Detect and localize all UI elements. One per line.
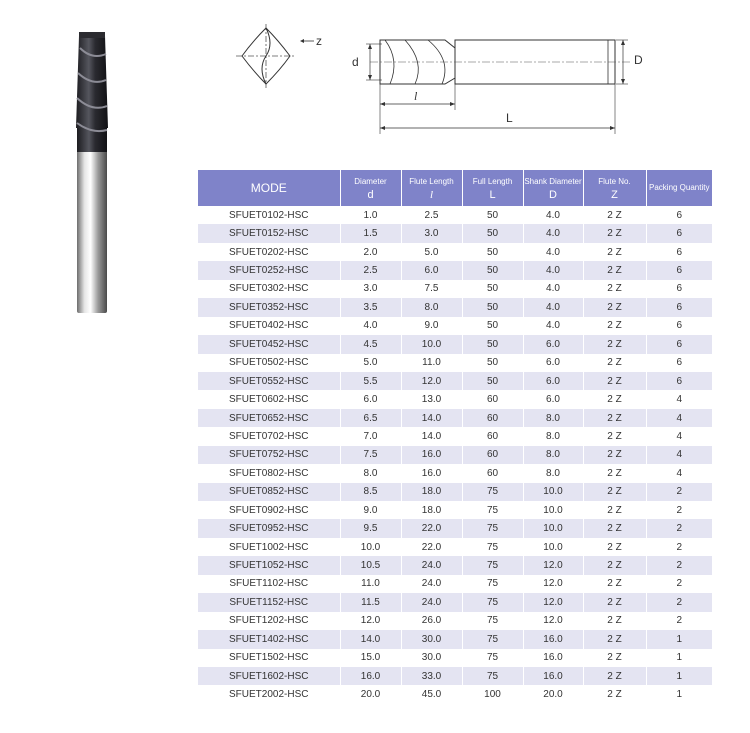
cell-diameter: 15.0 bbox=[340, 649, 401, 667]
cell-full-length: 75 bbox=[462, 575, 523, 593]
cell-flute-length: 33.0 bbox=[401, 667, 462, 685]
cell-diameter: 2.0 bbox=[340, 243, 401, 261]
cell-diameter: 10.5 bbox=[340, 556, 401, 574]
cell-diameter: 5.5 bbox=[340, 372, 401, 390]
cell-packing-quantity: 6 bbox=[676, 246, 683, 258]
cell-flute-length: 18.0 bbox=[401, 483, 462, 501]
cell-packing-quantity: 2 bbox=[646, 556, 712, 574]
cell-full-length: 60 bbox=[462, 464, 523, 482]
header-flute-no: Flute No. Z bbox=[583, 170, 646, 206]
table-row bbox=[198, 612, 712, 630]
cell-flute-no: 2 Z bbox=[583, 298, 646, 316]
cell-flute-no: 2 Z bbox=[583, 575, 646, 593]
cell-mode: SFUET1402-HSC bbox=[198, 630, 340, 648]
end-view-diagram bbox=[228, 14, 328, 94]
cell-mode: SFUET2002-HSC bbox=[198, 685, 340, 703]
cell-diameter: 7.0 bbox=[340, 427, 401, 445]
table-row bbox=[198, 372, 712, 390]
table-row bbox=[198, 593, 712, 611]
cell-packing-quantity: 6 bbox=[676, 320, 683, 332]
cell-full-length: 75 bbox=[462, 593, 523, 611]
cell-flute-no: 2 Z bbox=[583, 501, 646, 519]
cell-diameter: 6.0 bbox=[340, 390, 401, 408]
cell-flute-length: 14.0 bbox=[401, 427, 462, 445]
cell-full-length: 75 bbox=[462, 630, 523, 648]
cell-flute-no: 2 Z bbox=[583, 427, 646, 445]
cell-mode: SFUET0502-HSC bbox=[198, 354, 340, 372]
table-row bbox=[198, 280, 712, 298]
cell-flute-no: 2 Z bbox=[583, 483, 646, 501]
cell-shank-diameter: 8.0 bbox=[523, 464, 583, 482]
cell-mode: SFUET0902-HSC bbox=[198, 501, 340, 519]
cell-flute-length: 30.0 bbox=[401, 649, 462, 667]
cell-shank-diameter: 4.0 bbox=[523, 243, 583, 261]
cell-mode: SFUET0202-HSC bbox=[198, 243, 340, 261]
cell-shank-diameter: 6.0 bbox=[523, 390, 583, 408]
cell-packing-quantity: 6 bbox=[676, 209, 683, 221]
table-row bbox=[198, 409, 712, 427]
cell-full-length: 60 bbox=[462, 390, 523, 408]
cell-full-length: 50 bbox=[462, 243, 523, 261]
cell-full-length: 50 bbox=[462, 372, 523, 390]
cell-mode: SFUET0602-HSC bbox=[198, 390, 340, 408]
cell-flute-length: 22.0 bbox=[401, 538, 462, 556]
table-row bbox=[198, 464, 712, 482]
cell-packing-quantity: 4 bbox=[676, 394, 683, 406]
cell-full-length: 50 bbox=[462, 317, 523, 335]
cell-full-length: 75 bbox=[462, 667, 523, 685]
cell-mode: SFUET1052-HSC bbox=[198, 556, 340, 574]
cell-flute-no: 2 Z bbox=[583, 243, 646, 261]
cell-flute-length: 11.0 bbox=[401, 354, 462, 372]
cell-shank-diameter: 10.0 bbox=[523, 483, 583, 501]
cell-shank-diameter: 12.0 bbox=[523, 612, 583, 630]
cell-full-length: 60 bbox=[462, 409, 523, 427]
cell-shank-diameter: 8.0 bbox=[523, 409, 583, 427]
cell-mode: SFUET0102-HSC bbox=[198, 206, 340, 224]
cell-diameter: 14.0 bbox=[340, 630, 401, 648]
header-packing-quantity: Packing Quantity bbox=[646, 170, 712, 206]
cell-flute-length: 2.5 bbox=[401, 206, 462, 224]
cell-diameter: 1.5 bbox=[340, 224, 401, 242]
spec-table bbox=[198, 170, 712, 704]
cell-packing-quantity: 2 bbox=[676, 578, 683, 590]
cell-flute-length: 10.0 bbox=[401, 335, 462, 353]
cell-flute-length: 12.0 bbox=[401, 372, 462, 390]
cell-full-length: 75 bbox=[462, 501, 523, 519]
table-row bbox=[198, 575, 712, 593]
cell-full-length: 75 bbox=[462, 538, 523, 556]
table-row bbox=[198, 427, 712, 445]
table-row bbox=[198, 630, 712, 648]
cell-diameter: 11.5 bbox=[340, 593, 401, 611]
cell-flute-length: 5.0 bbox=[401, 243, 462, 261]
cell-diameter: 11.0 bbox=[340, 575, 401, 593]
cell-diameter: 12.0 bbox=[340, 612, 401, 630]
cell-diameter: 4.5 bbox=[340, 335, 401, 353]
cell-full-length: 60 bbox=[462, 446, 523, 464]
table-row bbox=[198, 261, 712, 279]
cell-packing-quantity: 2 bbox=[646, 519, 712, 537]
cell-mode: SFUET1502-HSC bbox=[198, 649, 340, 667]
cell-full-length: 50 bbox=[462, 224, 523, 242]
cell-mode: SFUET1202-HSC bbox=[198, 612, 340, 630]
cell-packing-quantity: 6 bbox=[646, 298, 712, 316]
cell-shank-diameter: 4.0 bbox=[523, 317, 583, 335]
cell-full-length: 50 bbox=[462, 354, 523, 372]
cell-packing-quantity: 6 bbox=[646, 224, 712, 242]
cell-full-length: 50 bbox=[462, 335, 523, 353]
cell-flute-no: 2 Z bbox=[583, 261, 646, 279]
cell-shank-diameter: 4.0 bbox=[523, 224, 583, 242]
table-row bbox=[198, 243, 712, 261]
cell-flute-length: 3.0 bbox=[401, 224, 462, 242]
cell-packing-quantity: 2 bbox=[676, 504, 683, 516]
cell-flute-no: 2 Z bbox=[583, 612, 646, 630]
table-row bbox=[198, 298, 712, 316]
table-row bbox=[198, 538, 712, 556]
header-diameter: Diameter d bbox=[340, 170, 401, 206]
header-mode: MODE bbox=[198, 170, 340, 206]
cell-packing-quantity: 2 bbox=[676, 541, 683, 553]
cell-mode: SFUET0302-HSC bbox=[198, 280, 340, 298]
cell-mode: SFUET1002-HSC bbox=[198, 538, 340, 556]
cell-flute-no: 2 Z bbox=[583, 630, 646, 648]
cell-full-length: 100 bbox=[462, 685, 523, 703]
cell-packing-quantity: 4 bbox=[676, 467, 683, 479]
cell-shank-diameter: 10.0 bbox=[523, 501, 583, 519]
cell-shank-diameter: 4.0 bbox=[523, 206, 583, 224]
cell-diameter: 16.0 bbox=[340, 667, 401, 685]
cell-shank-diameter: 10.0 bbox=[523, 538, 583, 556]
cell-diameter: 20.0 bbox=[340, 685, 401, 703]
cell-shank-diameter: 6.0 bbox=[523, 335, 583, 353]
cell-flute-length: 18.0 bbox=[401, 501, 462, 519]
cell-flute-no: 2 Z bbox=[583, 519, 646, 537]
table-row bbox=[198, 354, 712, 372]
cell-flute-length: 16.0 bbox=[401, 464, 462, 482]
cell-flute-length: 22.0 bbox=[401, 519, 462, 537]
table-row bbox=[198, 667, 712, 685]
header-flute-length: Flute Length l bbox=[401, 170, 462, 206]
cell-packing-quantity: 6 bbox=[646, 372, 712, 390]
cell-shank-diameter: 10.0 bbox=[523, 519, 583, 537]
cell-mode: SFUET0452-HSC bbox=[198, 335, 340, 353]
cell-full-length: 50 bbox=[462, 261, 523, 279]
cell-flute-no: 2 Z bbox=[583, 317, 646, 335]
cell-flute-no: 2 Z bbox=[583, 354, 646, 372]
cell-packing-quantity: 2 bbox=[646, 483, 712, 501]
header-shank-diameter: Shank Diameter D bbox=[523, 170, 583, 206]
cell-mode: SFUET0852-HSC bbox=[198, 483, 340, 501]
cell-packing-quantity: 6 bbox=[676, 357, 683, 369]
cell-shank-diameter: 4.0 bbox=[523, 298, 583, 316]
cell-flute-length: 13.0 bbox=[401, 390, 462, 408]
table-row bbox=[198, 335, 712, 353]
cell-packing-quantity: 6 bbox=[676, 283, 683, 295]
cell-flute-length: 30.0 bbox=[401, 630, 462, 648]
table-row bbox=[198, 206, 712, 224]
cell-full-length: 75 bbox=[462, 556, 523, 574]
cell-shank-diameter: 16.0 bbox=[523, 630, 583, 648]
cell-mode: SFUET0802-HSC bbox=[198, 464, 340, 482]
cell-diameter: 8.0 bbox=[340, 464, 401, 482]
cell-flute-no: 2 Z bbox=[583, 649, 646, 667]
cell-mode: SFUET0952-HSC bbox=[198, 519, 340, 537]
cell-shank-diameter: 12.0 bbox=[523, 556, 583, 574]
cell-shank-diameter: 12.0 bbox=[523, 575, 583, 593]
cell-diameter: 8.5 bbox=[340, 483, 401, 501]
cell-shank-diameter: 12.0 bbox=[523, 593, 583, 611]
cell-flute-length: 8.0 bbox=[401, 298, 462, 316]
dim-d-label: d bbox=[352, 55, 359, 69]
end-mill-photo bbox=[62, 28, 122, 318]
dim-L-label: L bbox=[506, 111, 513, 125]
cell-diameter: 9.5 bbox=[340, 519, 401, 537]
cell-flute-length: 9.0 bbox=[401, 317, 462, 335]
cell-flute-length: 26.0 bbox=[401, 612, 462, 630]
cell-full-length: 75 bbox=[462, 612, 523, 630]
cell-shank-diameter: 20.0 bbox=[523, 685, 583, 703]
table-row bbox=[198, 224, 712, 242]
cell-packing-quantity: 2 bbox=[676, 615, 683, 627]
table-row bbox=[198, 556, 712, 574]
cell-full-length: 60 bbox=[462, 427, 523, 445]
cell-full-length: 75 bbox=[462, 519, 523, 537]
side-view-diagram bbox=[340, 22, 643, 140]
table-row bbox=[198, 483, 712, 501]
cell-packing-quantity: 6 bbox=[646, 335, 712, 353]
table-row bbox=[198, 649, 712, 667]
cell-diameter: 3.5 bbox=[340, 298, 401, 316]
cell-flute-no: 2 Z bbox=[583, 593, 646, 611]
cell-mode: SFUET0252-HSC bbox=[198, 261, 340, 279]
cell-shank-diameter: 8.0 bbox=[523, 446, 583, 464]
header-full-length: Full Length L bbox=[462, 170, 523, 206]
cell-flute-length: 45.0 bbox=[401, 685, 462, 703]
cell-flute-no: 2 Z bbox=[583, 446, 646, 464]
cell-flute-no: 2 Z bbox=[583, 685, 646, 703]
cell-packing-quantity: 4 bbox=[676, 430, 683, 442]
cell-packing-quantity: 4 bbox=[646, 409, 712, 427]
cell-shank-diameter: 6.0 bbox=[523, 372, 583, 390]
cell-diameter: 3.0 bbox=[340, 280, 401, 298]
cell-packing-quantity: 1 bbox=[646, 630, 712, 648]
cell-diameter: 5.0 bbox=[340, 354, 401, 372]
cell-flute-length: 7.5 bbox=[401, 280, 462, 298]
cell-mode: SFUET0552-HSC bbox=[198, 372, 340, 390]
cell-packing-quantity: 1 bbox=[676, 689, 683, 701]
front-z-label: z bbox=[316, 34, 322, 48]
cell-full-length: 75 bbox=[462, 483, 523, 501]
cell-flute-length: 24.0 bbox=[401, 575, 462, 593]
cell-flute-length: 24.0 bbox=[401, 556, 462, 574]
cell-flute-length: 16.0 bbox=[401, 446, 462, 464]
table-header-row bbox=[198, 170, 712, 206]
cell-packing-quantity: 6 bbox=[646, 261, 712, 279]
cell-mode: SFUET1602-HSC bbox=[198, 667, 340, 685]
cell-diameter: 1.0 bbox=[340, 206, 401, 224]
table-row bbox=[198, 685, 712, 703]
cell-diameter: 7.5 bbox=[340, 446, 401, 464]
cell-packing-quantity: 1 bbox=[646, 667, 712, 685]
table-row bbox=[198, 390, 712, 408]
dim-D-label: D bbox=[634, 53, 643, 67]
cell-packing-quantity: 1 bbox=[676, 652, 683, 664]
cell-diameter: 10.0 bbox=[340, 538, 401, 556]
cell-mode: SFUET1152-HSC bbox=[198, 593, 340, 611]
cell-shank-diameter: 16.0 bbox=[523, 649, 583, 667]
cell-mode: SFUET0152-HSC bbox=[198, 224, 340, 242]
cell-diameter: 4.0 bbox=[340, 317, 401, 335]
cell-shank-diameter: 16.0 bbox=[523, 667, 583, 685]
cell-mode: SFUET0652-HSC bbox=[198, 409, 340, 427]
cell-flute-no: 2 Z bbox=[583, 464, 646, 482]
cell-shank-diameter: 8.0 bbox=[523, 427, 583, 445]
cell-flute-no: 2 Z bbox=[583, 224, 646, 242]
table-row bbox=[198, 317, 712, 335]
cell-flute-length: 14.0 bbox=[401, 409, 462, 427]
table-row bbox=[198, 501, 712, 519]
cell-flute-length: 24.0 bbox=[401, 593, 462, 611]
cell-diameter: 9.0 bbox=[340, 501, 401, 519]
cell-shank-diameter: 4.0 bbox=[523, 261, 583, 279]
cell-shank-diameter: 4.0 bbox=[523, 280, 583, 298]
cell-flute-no: 2 Z bbox=[583, 206, 646, 224]
cell-flute-no: 2 Z bbox=[583, 335, 646, 353]
cell-diameter: 2.5 bbox=[340, 261, 401, 279]
cell-mode: SFUET0402-HSC bbox=[198, 317, 340, 335]
cell-flute-no: 2 Z bbox=[583, 409, 646, 427]
cell-mode: SFUET0752-HSC bbox=[198, 446, 340, 464]
cell-full-length: 75 bbox=[462, 649, 523, 667]
cell-flute-no: 2 Z bbox=[583, 556, 646, 574]
cell-flute-no: 2 Z bbox=[583, 538, 646, 556]
cell-full-length: 50 bbox=[462, 206, 523, 224]
cell-flute-length: 6.0 bbox=[401, 261, 462, 279]
cell-mode: SFUET0702-HSC bbox=[198, 427, 340, 445]
cell-flute-no: 2 Z bbox=[583, 280, 646, 298]
cell-full-length: 50 bbox=[462, 280, 523, 298]
cell-diameter: 6.5 bbox=[340, 409, 401, 427]
cell-mode: SFUET0352-HSC bbox=[198, 298, 340, 316]
cell-packing-quantity: 4 bbox=[646, 446, 712, 464]
cell-flute-no: 2 Z bbox=[583, 390, 646, 408]
dim-l-label: l bbox=[414, 89, 418, 103]
table-row bbox=[198, 446, 712, 464]
cell-shank-diameter: 6.0 bbox=[523, 354, 583, 372]
cell-flute-no: 2 Z bbox=[583, 372, 646, 390]
cell-mode: SFUET1102-HSC bbox=[198, 575, 340, 593]
cell-packing-quantity: 2 bbox=[646, 593, 712, 611]
cell-full-length: 50 bbox=[462, 298, 523, 316]
table-row bbox=[198, 519, 712, 537]
cell-flute-no: 2 Z bbox=[583, 667, 646, 685]
